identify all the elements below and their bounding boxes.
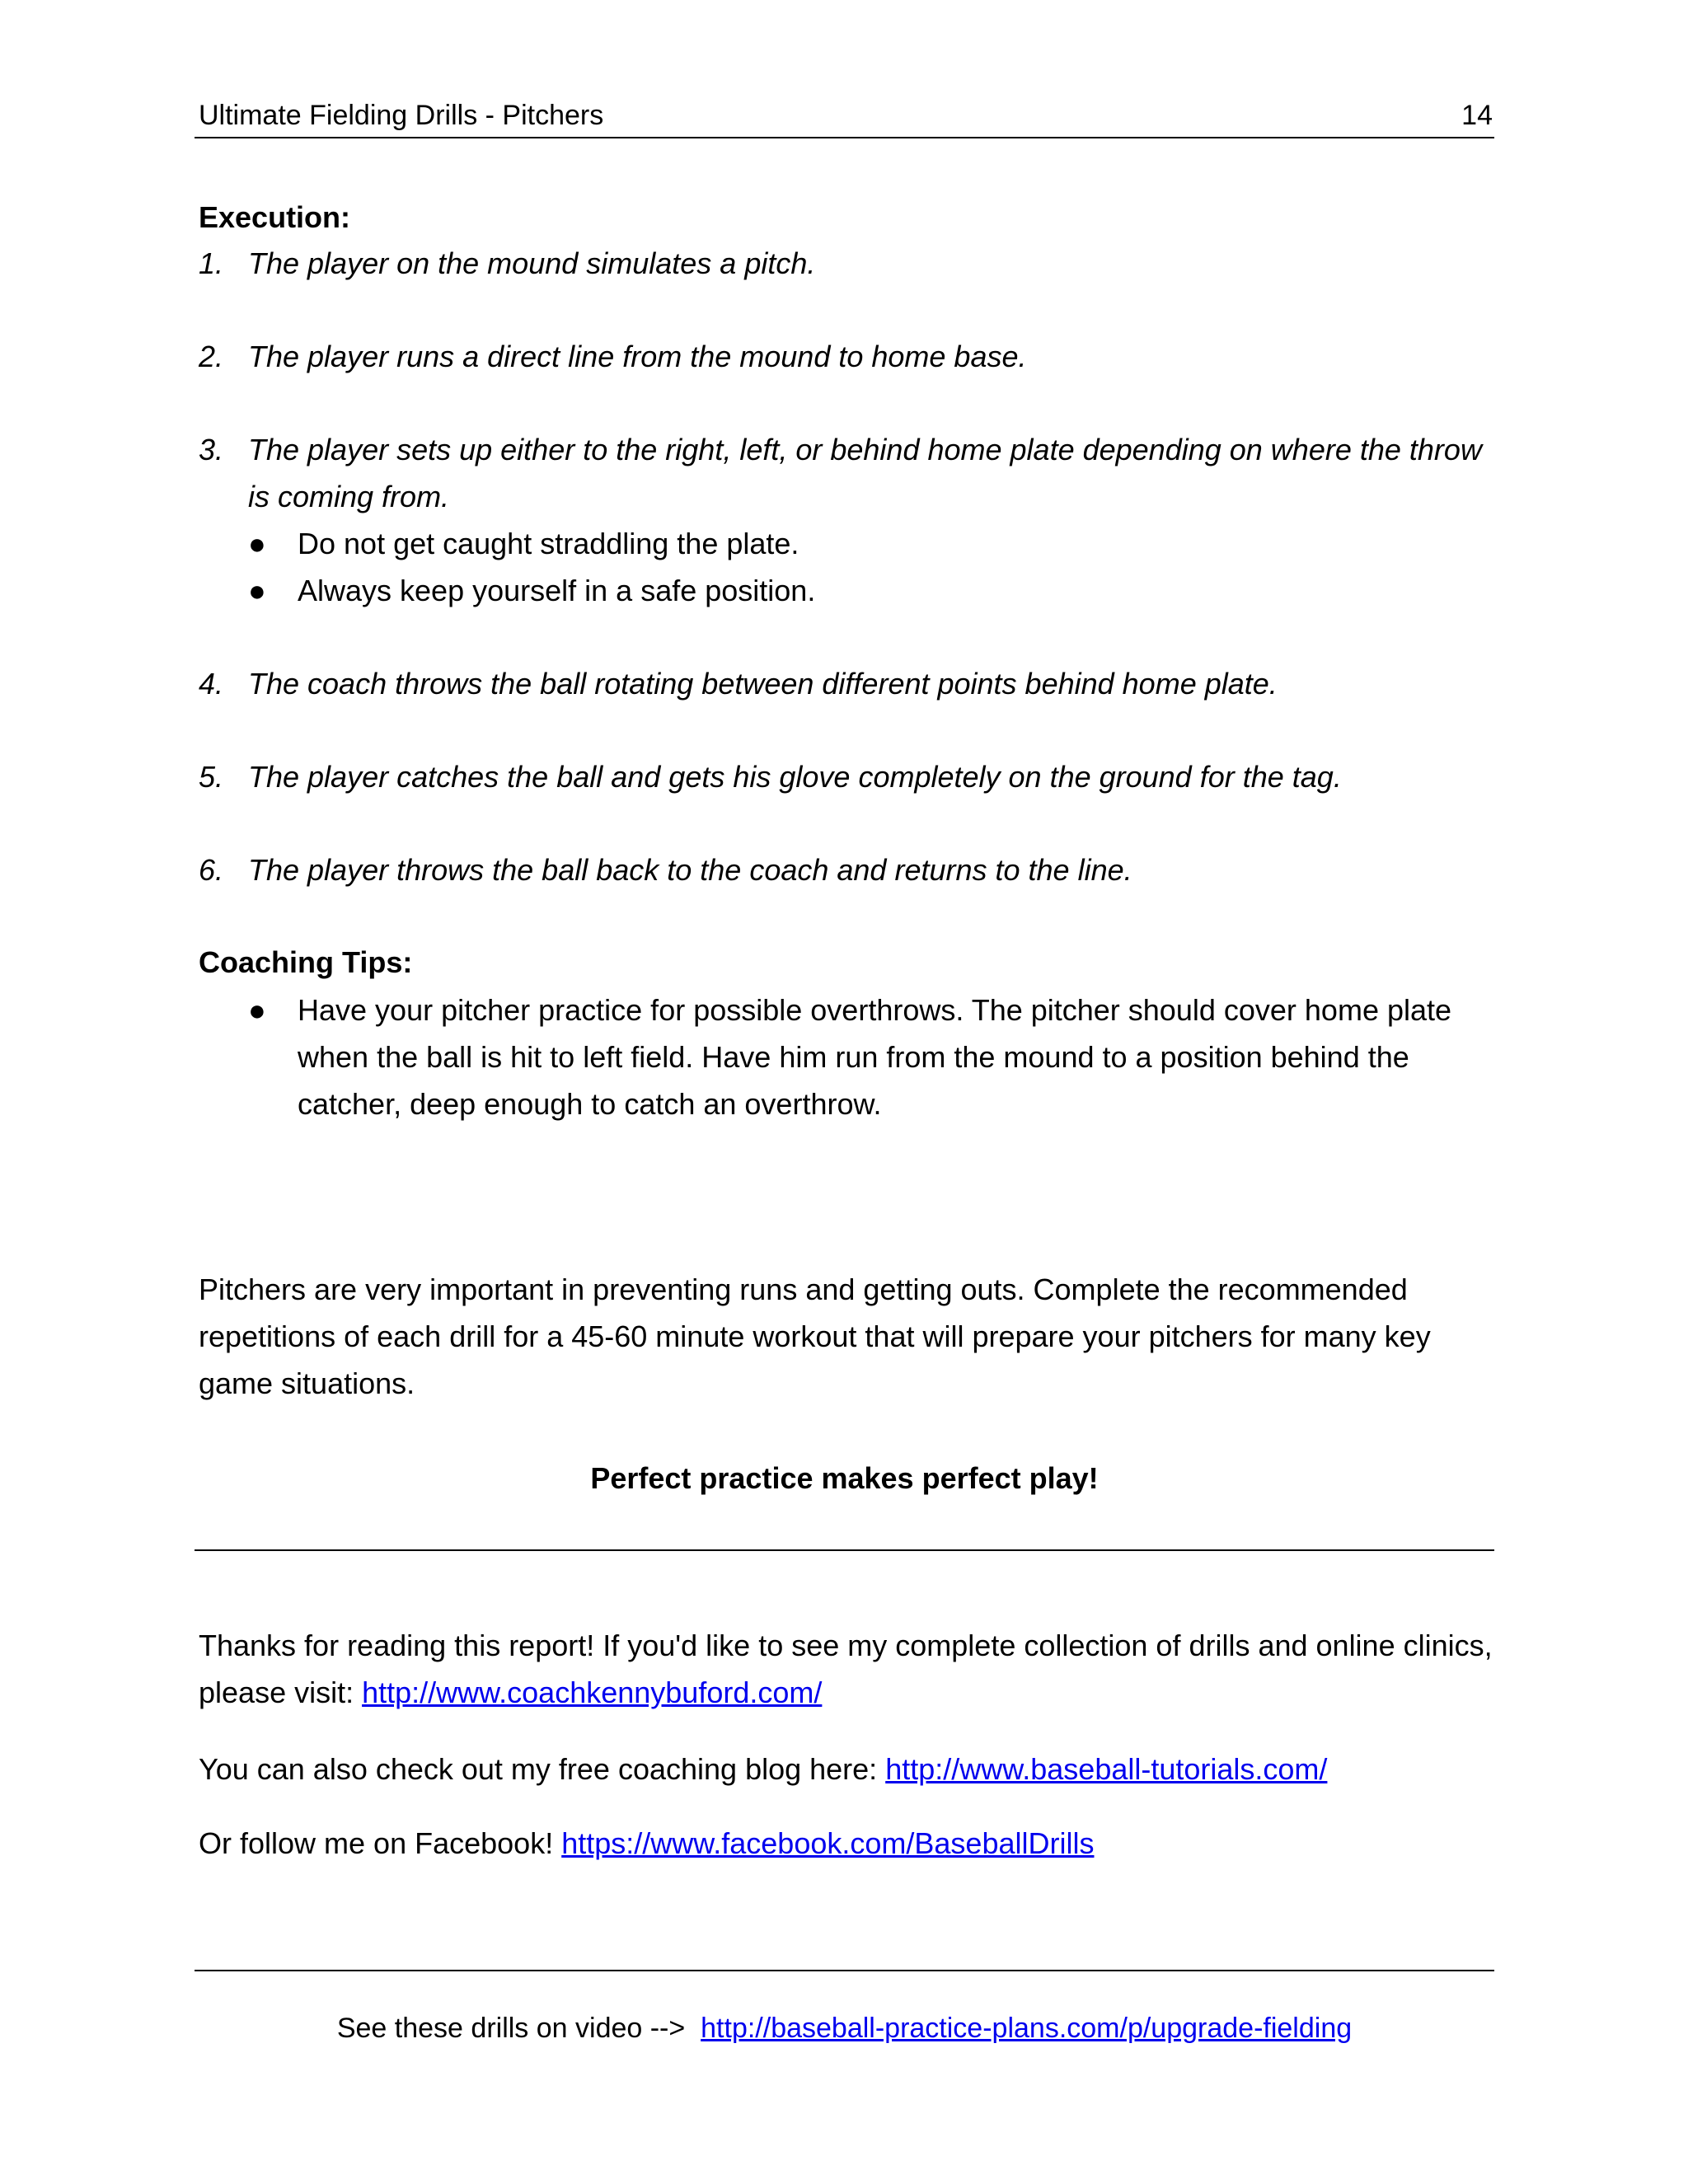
coaching-tips-heading: Coaching Tips: <box>199 945 413 979</box>
header-title: Ultimate Fielding Drills - Pitchers <box>199 100 604 131</box>
summary-paragraph: Pitchers are very important in preventing runs and getting outs. Complete the recommended repetitions of each drill for a 45-60 minute workout that will prepare your pitchers for many key game situations. <box>199 1272 1431 1400</box>
step-text: The player runs a direct line from the mound to home base. <box>248 340 1027 373</box>
blog-text: You can also check out my free coaching blog here: <box>199 1752 886 1786</box>
coaching-tip-text: Have your pitcher practice for possible overthrows. The pitcher should cover home plate when the ball is hit to left field. Have him run from the mound to a position behind the catcher, deep enough to catch an overthrow. <box>298 993 1452 1121</box>
execution-step <box>199 240 1494 287</box>
execution-step <box>199 426 1494 520</box>
step-number: 2. <box>199 340 224 373</box>
coachkennybuford-link[interactable]: http://www.coachkennybuford.com/ <box>362 1675 823 1709</box>
section-divider <box>195 1549 1494 1551</box>
execution-heading: Execution: <box>199 200 351 234</box>
step-text: The player throws the ball back to the coach and returns to the line. <box>248 853 1132 887</box>
blog-paragraph <box>199 1746 1494 1793</box>
step-text: The player on the mound simulates a pitch. <box>248 246 816 280</box>
footer-divider <box>195 1970 1494 1971</box>
baseball-tutorials-link[interactable]: http://www.baseball-tutorials.com/ <box>885 1752 1328 1786</box>
execution-step <box>199 333 1494 380</box>
step-text: The coach throws the ball rotating between different points behind home plate. <box>248 667 1278 701</box>
step-sub-bullet <box>248 520 1493 567</box>
step-number: 6. <box>199 853 224 887</box>
slogan: Perfect practice makes perfect play! <box>590 1461 1099 1495</box>
execution-step <box>199 660 1494 707</box>
bullet-text: Always keep yourself in a safe position. <box>298 574 816 607</box>
execution-step <box>199 846 1494 893</box>
bullet-icon: ● <box>248 527 266 560</box>
step-number: 4. <box>199 667 224 701</box>
facebook-link[interactable]: https://www.facebook.com/BaseballDrills <box>561 1826 1095 1860</box>
step-text: The player catches the ball and gets his glove completely on the ground for the tag. <box>248 760 1342 794</box>
coaching-tip-item <box>248 987 1493 1127</box>
step-number: 5. <box>199 760 224 794</box>
step-text: The player sets up either to the right, left, or behind home plate depending on where the throw is coming from. <box>248 433 1482 513</box>
upgrade-fielding-link[interactable]: http://baseball-practice-plans.com/p/upgrade-fielding <box>701 2013 1353 2044</box>
step-number: 3. <box>199 433 224 466</box>
facebook-paragraph <box>199 1820 1494 1867</box>
thanks-paragraph <box>199 1622 1494 1716</box>
bullet-text: Do not get caught straddling the plate. <box>298 527 799 560</box>
bullet-icon: ● <box>248 574 266 607</box>
bullet-icon: ● <box>248 993 266 1027</box>
step-sub-bullet <box>248 567 1493 614</box>
page-number: 14 <box>1461 100 1493 131</box>
step-number: 1. <box>199 246 224 280</box>
execution-step <box>199 753 1494 800</box>
footer-text: See these drills on video --> <box>336 2013 701 2044</box>
footer <box>195 2011 1494 2046</box>
header-divider <box>195 137 1494 138</box>
facebook-text: Or follow me on Facebook! <box>199 1826 562 1860</box>
thanks-text: Thanks for reading this report! If you'd like to see my complete collection of drills and online clinics, please visit: <box>199 1629 1493 1709</box>
